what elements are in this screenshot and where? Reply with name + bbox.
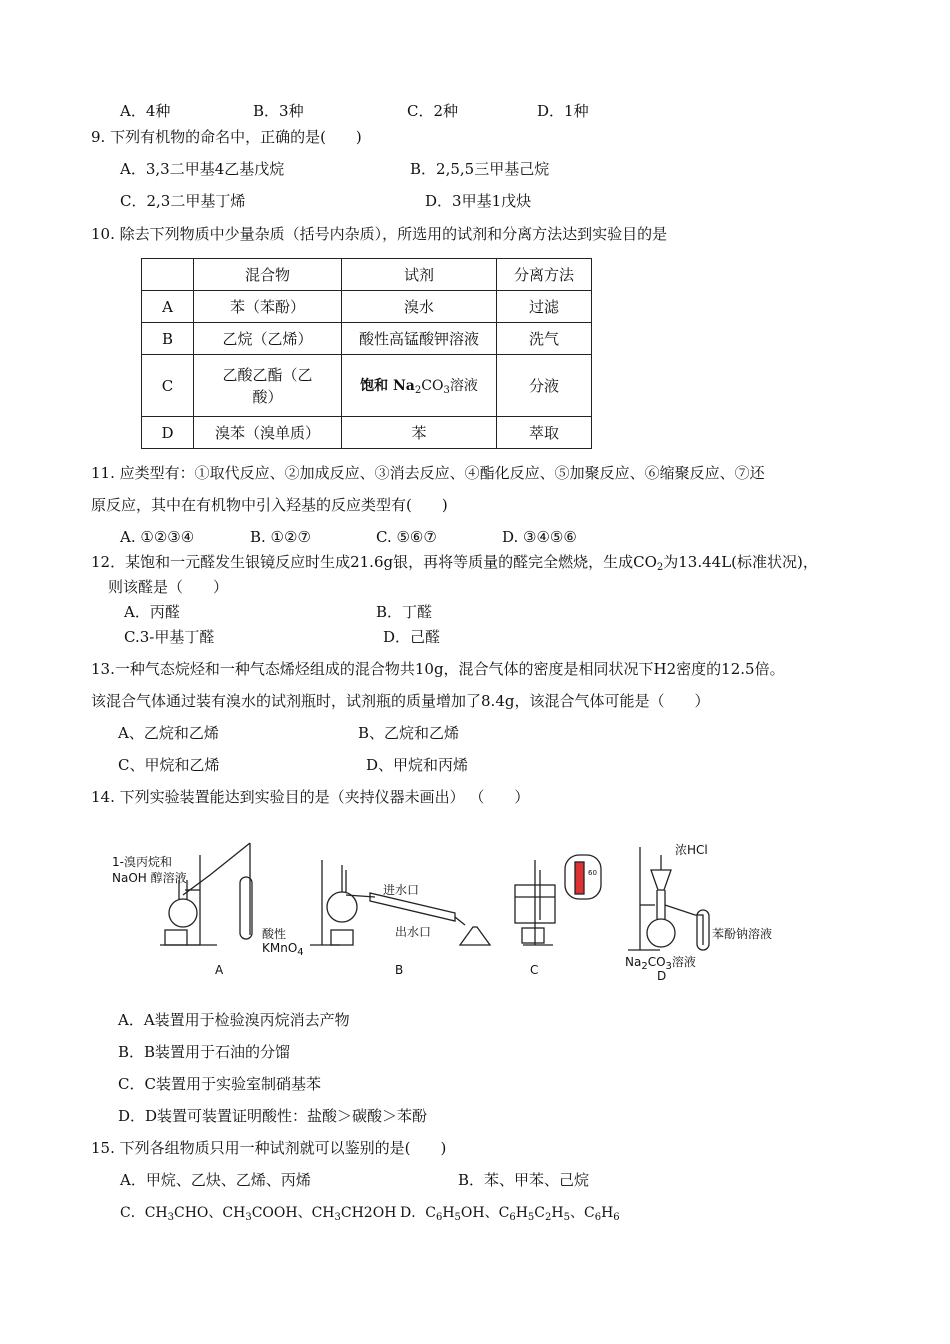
text: 、C	[569, 1205, 595, 1221]
table-header-cell: 试剂	[342, 259, 497, 291]
q11-option-b: B. ①②⑦	[250, 528, 311, 546]
table-header-cell: 混合物	[194, 259, 342, 291]
text: CO	[647, 955, 666, 969]
text: Na	[625, 955, 642, 969]
table-cell: 乙烷（乙烯）	[194, 323, 342, 355]
label-a-kmno4-2	[262, 941, 304, 958]
subscript: 4	[297, 947, 304, 958]
q9-option-c: C．2,3二甲基丁烯	[120, 192, 246, 210]
table-header-cell	[142, 259, 194, 291]
q14-option-d: D．D装置可装置证明酸性：盐酸＞碳酸＞苯酚	[118, 1107, 428, 1125]
table-cell: A	[142, 291, 194, 323]
subscript: 6	[594, 1212, 602, 1223]
subscript: 3	[334, 1212, 341, 1223]
table-cell: 酸性高锰酸钾溶液	[342, 323, 497, 355]
q11-option-a: A. ①②③④	[120, 528, 195, 546]
q10-stem: 10. 除去下列物质中少量杂质（括号内杂质），所选用的试剂和分离方法达到实验目的是	[91, 225, 668, 243]
table-header-cell: 分离方法	[497, 259, 592, 291]
label-a-reactant-1: 1-溴丙烷和	[112, 855, 172, 869]
q13-option-c: C、甲烷和乙烯	[118, 756, 220, 774]
q12-line1	[91, 552, 818, 572]
label-d-phenoxide: 苯酚钠溶液	[712, 927, 773, 941]
label-apparatus-c: C	[530, 963, 539, 977]
q15-option-c	[120, 1203, 396, 1223]
label-b-water-out: 出水口	[395, 925, 432, 939]
q9-option-d: D．3甲基1戊炔	[425, 192, 532, 210]
table-cell: 萃取	[497, 417, 592, 449]
q15-option-d	[400, 1203, 620, 1223]
label-a-kmno4-1: 酸性	[262, 927, 287, 941]
q9-option-b: B．2,5,5三甲基己烷	[410, 160, 550, 178]
q14-option-b: B．B装置用于石油的分馏	[118, 1043, 291, 1061]
q14-option-a: A．A装置用于检验溴丙烷消去产物	[118, 1011, 350, 1029]
q12-option-c: C.3-甲基丁醛	[124, 628, 215, 646]
cell-line: 乙酸乙酯（乙	[222, 365, 313, 384]
table-cell: 分液	[497, 355, 592, 417]
q14-option-c: C．C装置用于实验室制硝基苯	[118, 1075, 321, 1093]
cell-text: 饱和 Na	[360, 377, 415, 394]
label-apparatus-d: D	[657, 969, 667, 983]
table-header-row	[142, 259, 592, 291]
apparatus-figure	[105, 835, 795, 985]
q8-option-d: D．1种	[537, 102, 589, 120]
label-a-reactant-2: NaOH 醇溶液	[112, 871, 187, 885]
subscript: 5	[454, 1212, 461, 1223]
text: H	[515, 1205, 528, 1221]
text: CH2OH	[340, 1205, 397, 1221]
subscript: 2	[656, 562, 664, 573]
q13-option-a: A、乙烷和乙烯	[118, 724, 219, 742]
q11-option-c: C. ⑤⑥⑦	[376, 528, 437, 546]
cell-text: CO	[421, 377, 444, 394]
text: 溶液	[671, 955, 696, 969]
table-cell	[342, 355, 497, 417]
q13-option-b: B、乙烷和乙烯	[358, 724, 460, 742]
q13-line2: 该混合气体通过装有溴水的试剂瓶时，试剂瓶的质量增加了8.4g，该混合气体可能是（ ）	[91, 692, 710, 710]
label-b-water-in: 进水口	[383, 883, 420, 897]
text: D．C	[400, 1205, 436, 1221]
text: COOH、CH	[251, 1205, 335, 1221]
q12-option-b: B．丁醛	[376, 603, 433, 621]
text: 12．某饱和一元醛发生银镜反应时生成21.6g银，再将等质量的醛完全燃烧，生成CO	[91, 553, 657, 571]
table-cell: 溴苯（溴单质）	[194, 417, 342, 449]
q15-stem: 15. 下列各组物质只用一种试剂就可以鉴别的是( )	[91, 1139, 447, 1157]
table-cell: 溴水	[342, 291, 497, 323]
q11-line2: 原反应，其中在有机物中引入羟基的反应类型有( )	[91, 496, 448, 514]
subscript: 5	[527, 1212, 535, 1223]
text: KMnO	[262, 941, 298, 955]
table-cell: C	[142, 355, 194, 417]
table-row	[142, 323, 592, 355]
q12-line2: 则该醛是（ ）	[108, 578, 229, 596]
table-cell: 洗气	[497, 323, 592, 355]
thermometer-reading: 60	[588, 869, 597, 877]
cell-text: 溶液	[449, 377, 478, 394]
text: H	[442, 1205, 455, 1221]
q12-option-d: D．己醛	[383, 628, 441, 646]
text: OH、C	[460, 1205, 510, 1221]
text: C	[534, 1205, 545, 1221]
q12-option-a: A．丙醛	[124, 603, 180, 621]
text: H	[551, 1205, 564, 1221]
subscript: 3	[167, 1212, 175, 1223]
subscript: 2	[641, 961, 648, 972]
q11-option-d: D. ③④⑤⑥	[502, 528, 577, 546]
text: H	[601, 1205, 614, 1221]
q14-stem: 14. 下列实验装置能达到实验目的是（夹持仪器未画出） （ ）	[91, 788, 530, 806]
text: 为13.44L(标准状况)，	[663, 553, 818, 571]
table-cell: 苯	[342, 417, 497, 449]
table-cell: D	[142, 417, 194, 449]
subscript: 2	[414, 384, 422, 396]
q10-table	[141, 258, 592, 449]
subscript: 6	[435, 1212, 443, 1223]
label-d-na2co3	[625, 953, 696, 970]
text: CHO、CH	[174, 1205, 246, 1221]
q15-option-b: B．苯、甲苯、己烷	[458, 1171, 590, 1189]
table-cell: 过滤	[497, 291, 592, 323]
subscript: 2	[545, 1212, 552, 1223]
q9-stem: 9. 下列有机物的命名中，正确的是( )	[91, 128, 362, 146]
label-apparatus-b: B	[395, 963, 404, 977]
subscript: 5	[563, 1212, 570, 1223]
table-cell	[194, 355, 342, 417]
subscript: 6	[613, 1212, 620, 1223]
table-row	[142, 291, 592, 323]
q15-option-a: A．甲烷、乙炔、乙烯、丙烯	[120, 1171, 311, 1189]
table-cell: 苯（苯酚）	[194, 291, 342, 323]
table-cell: B	[142, 323, 194, 355]
subscript: 6	[509, 1212, 516, 1223]
table-row	[142, 417, 592, 449]
q11-line1: 11. 应类型有：①取代反应、②加成反应、③消去反应、④酯化反应、⑤加聚反应、⑥缩聚反应、⑦还	[91, 464, 765, 482]
subscript: 3	[665, 961, 672, 972]
q13-line1: 13.一种气态烷烃和一种气态烯烃组成的混合物共10g，混合气体的密度是相同状况下H2密度的12.5倍。	[91, 660, 785, 678]
q9-option-a: A．3,3二甲基4乙基戊烷	[120, 160, 285, 178]
table-row	[142, 355, 592, 417]
q8-option-c: C．2种	[407, 102, 459, 120]
subscript: 3	[245, 1212, 252, 1223]
subscript: 3	[443, 384, 450, 396]
label-apparatus-a: A	[215, 963, 224, 977]
label-d-hcl: 浓HCl	[675, 843, 708, 857]
q8-option-b: B．3种	[253, 102, 304, 120]
cell-line: 酸）	[252, 387, 283, 406]
q13-option-d: D、甲烷和丙烯	[366, 756, 469, 774]
text: C．CH	[120, 1205, 168, 1221]
q8-option-a: A．4种	[120, 102, 171, 120]
